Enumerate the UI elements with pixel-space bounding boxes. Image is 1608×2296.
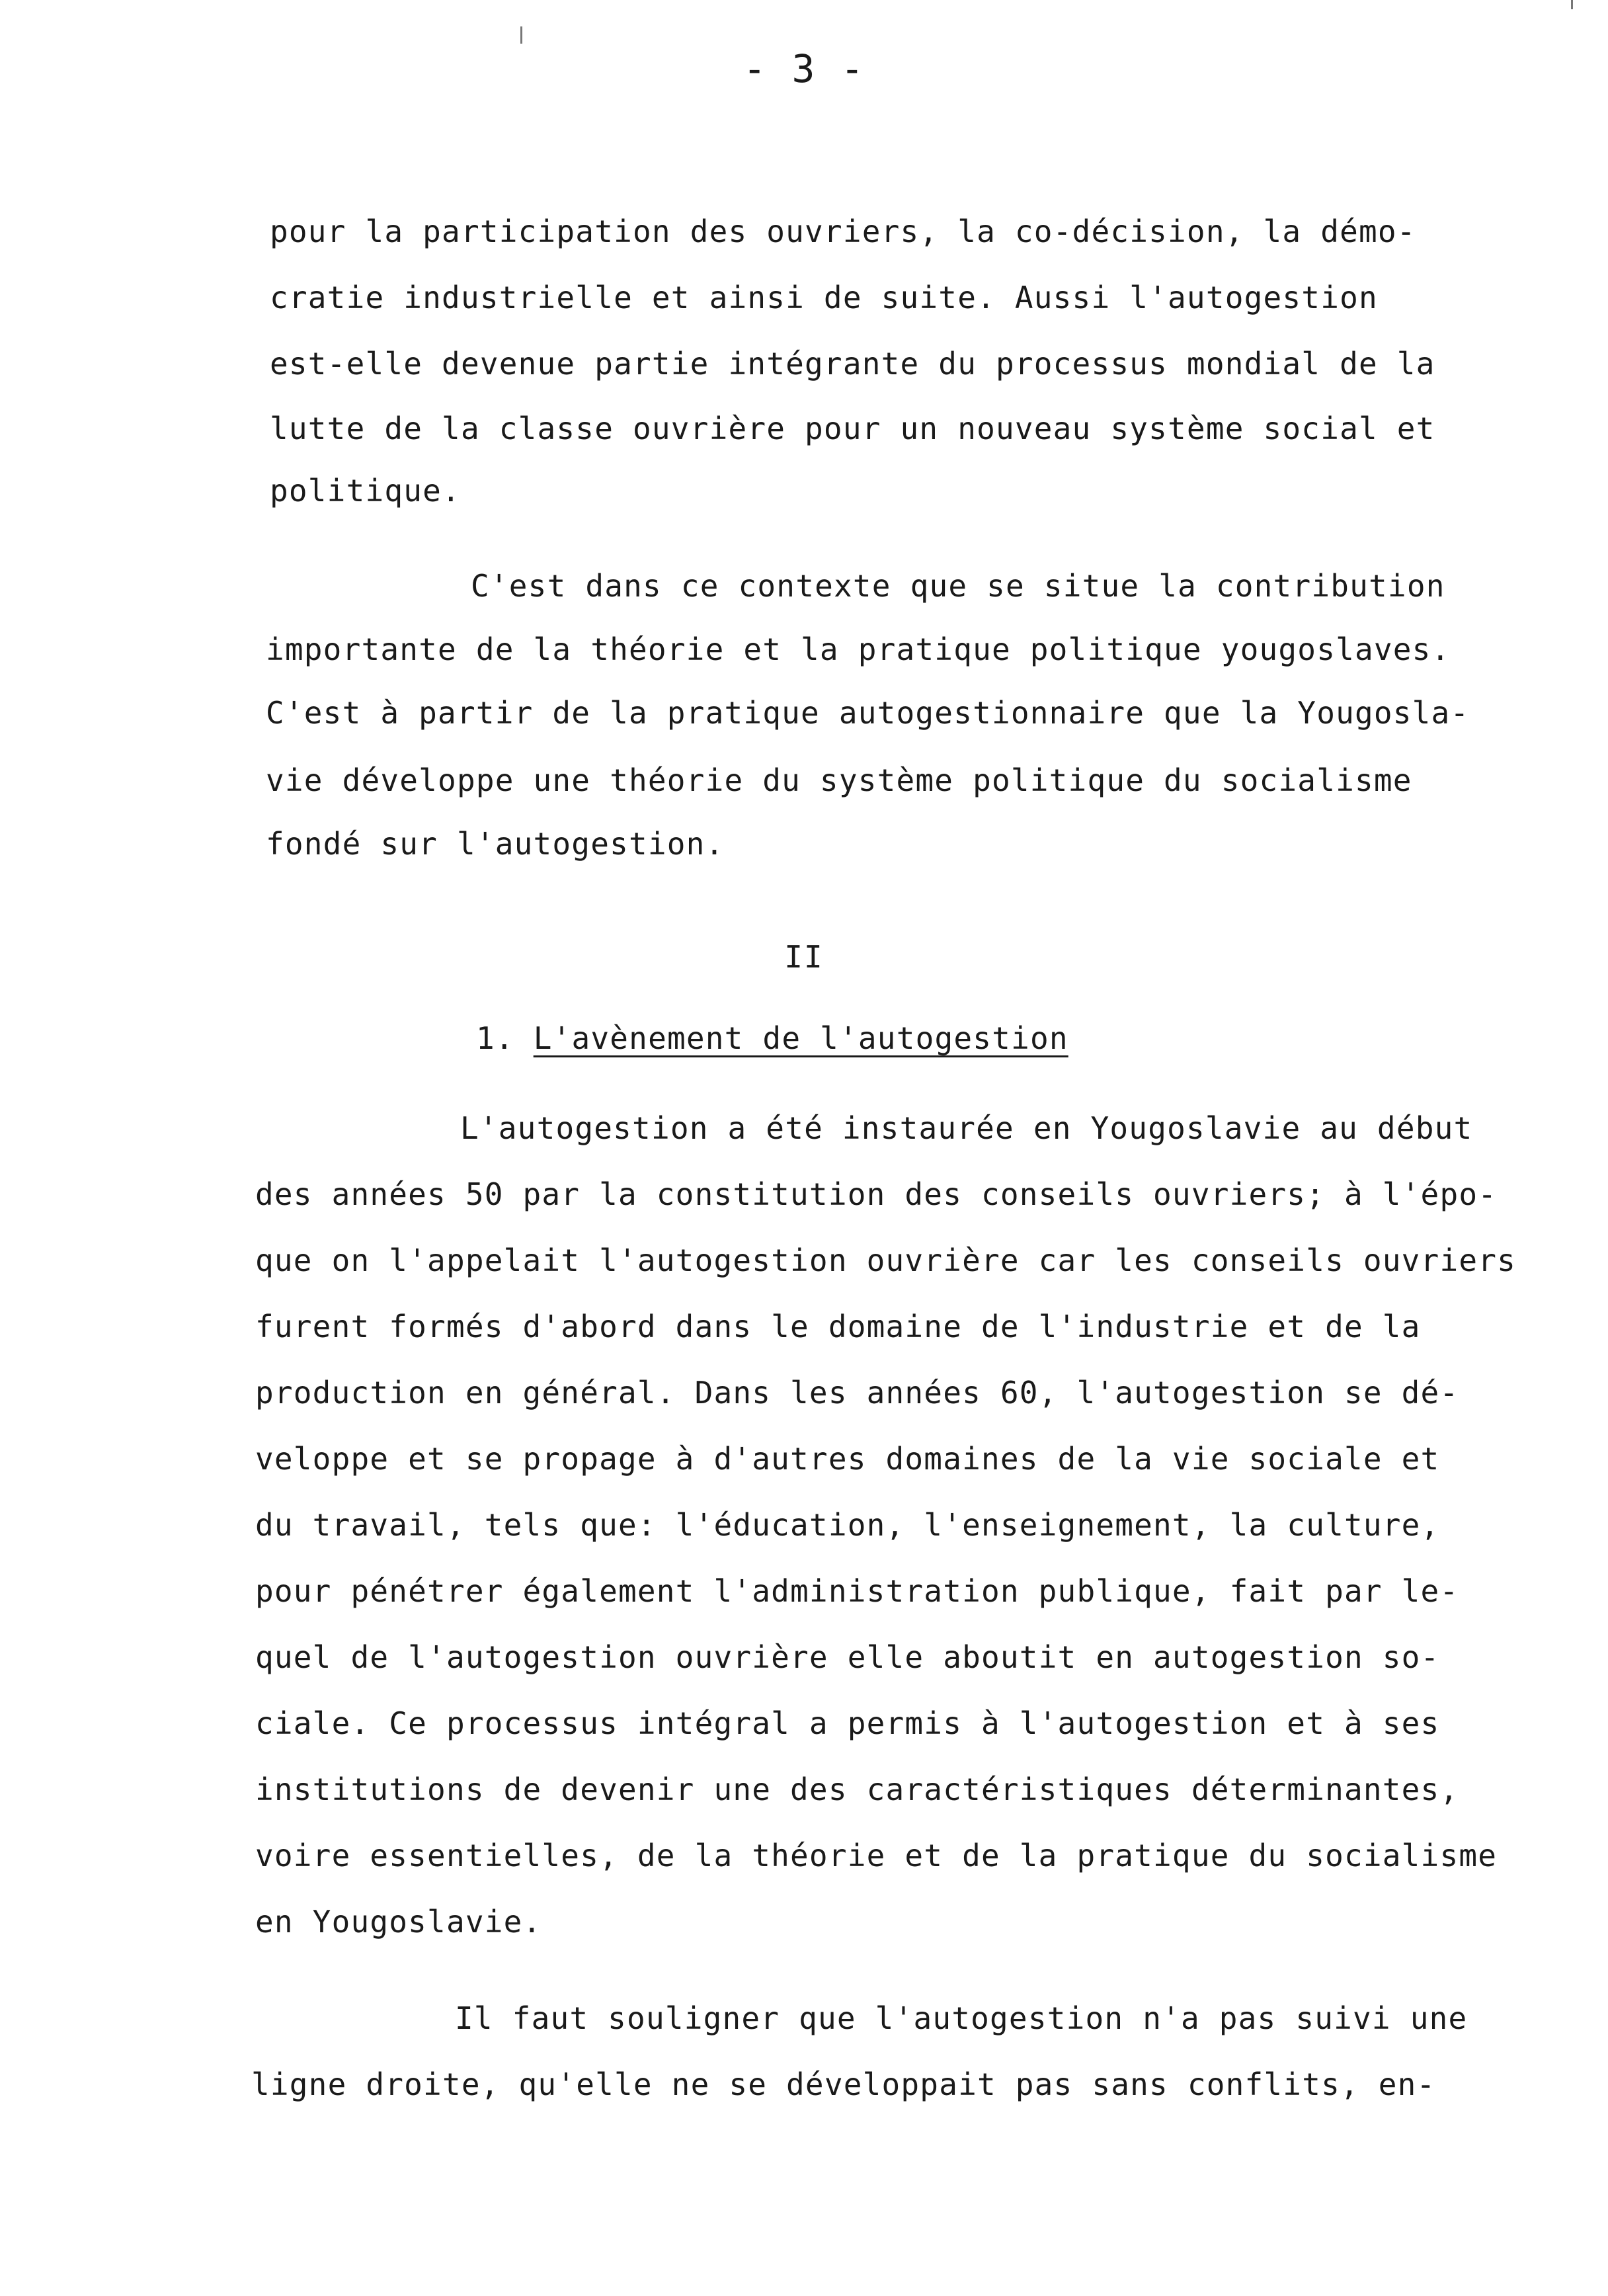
text-line: est-elle devenue partie intégrante du processus mondial de la bbox=[270, 346, 1435, 382]
text-line: que on l'appelait l'autogestion ouvrière car les conseils ouvriers bbox=[255, 1243, 1517, 1278]
text-line: importante de la théorie et la pratique politique yougoslaves. bbox=[266, 632, 1451, 667]
text-line: lutte de la classe ouvrière pour un nouveau système social et bbox=[270, 411, 1435, 446]
scan-mark bbox=[1571, 0, 1573, 9]
section-numeral: II bbox=[784, 939, 824, 975]
heading-title: L'avènement de l'autogestion bbox=[533, 1020, 1068, 1056]
scan-mark bbox=[520, 26, 522, 44]
text-line: cratie industrielle et ainsi de suite. Aussi l'autogestion bbox=[270, 280, 1378, 315]
heading-number: 1. bbox=[476, 1020, 514, 1056]
text-line: du travail, tels que: l'éducation, l'enseignement, la culture, bbox=[255, 1507, 1440, 1543]
text-line: L'autogestion a été instaurée en Yougoslavie au début bbox=[460, 1110, 1473, 1146]
text-line: politique. bbox=[270, 473, 461, 509]
text-line: Il faut souligner que l'autogestion n'a pas suivi une bbox=[455, 2000, 1468, 2036]
text-line: ciale. Ce processus intégral a permis à l'autogestion et à ses bbox=[255, 1705, 1440, 1741]
text-line: C'est à partir de la pratique autogestionnaire que la Yougosla- bbox=[266, 695, 1470, 731]
text-line: pour la participation des ouvriers, la co-décision, la démo- bbox=[270, 214, 1416, 249]
text-line: en Yougoslavie. bbox=[255, 1904, 542, 1940]
text-line: voire essentielles, de la théorie et de la pratique du socialisme bbox=[255, 1838, 1498, 1873]
page-number: - 3 - bbox=[743, 46, 865, 91]
text-line: furent formés d'abord dans le domaine de l'industrie et de la bbox=[255, 1309, 1421, 1344]
text-line: production en général. Dans les années 60, l'autogestion se dé- bbox=[255, 1375, 1459, 1411]
text-line: quel de l'autogestion ouvrière elle aboutit en autogestion so- bbox=[255, 1639, 1440, 1675]
text-line: des années 50 par la constitution des conseils ouvriers; à l'épo- bbox=[255, 1176, 1498, 1212]
section-heading bbox=[476, 1018, 1068, 1058]
text-line: C'est dans ce contexte que se situe la contribution bbox=[471, 568, 1445, 604]
text-line: pour pénétrer également l'administration publique, fait par le- bbox=[255, 1573, 1459, 1609]
text-line: vie développe une théorie du système politique du socialisme bbox=[266, 762, 1412, 798]
text-line: institutions de devenir une des caractéristiques déterminantes, bbox=[255, 1772, 1459, 1807]
text-line: ligne droite, qu'elle ne se développait pas sans conflits, en- bbox=[251, 2067, 1436, 2102]
text-line: veloppe et se propage à d'autres domaines de la vie sociale et bbox=[255, 1441, 1440, 1477]
text-line: fondé sur l'autogestion. bbox=[266, 826, 725, 862]
